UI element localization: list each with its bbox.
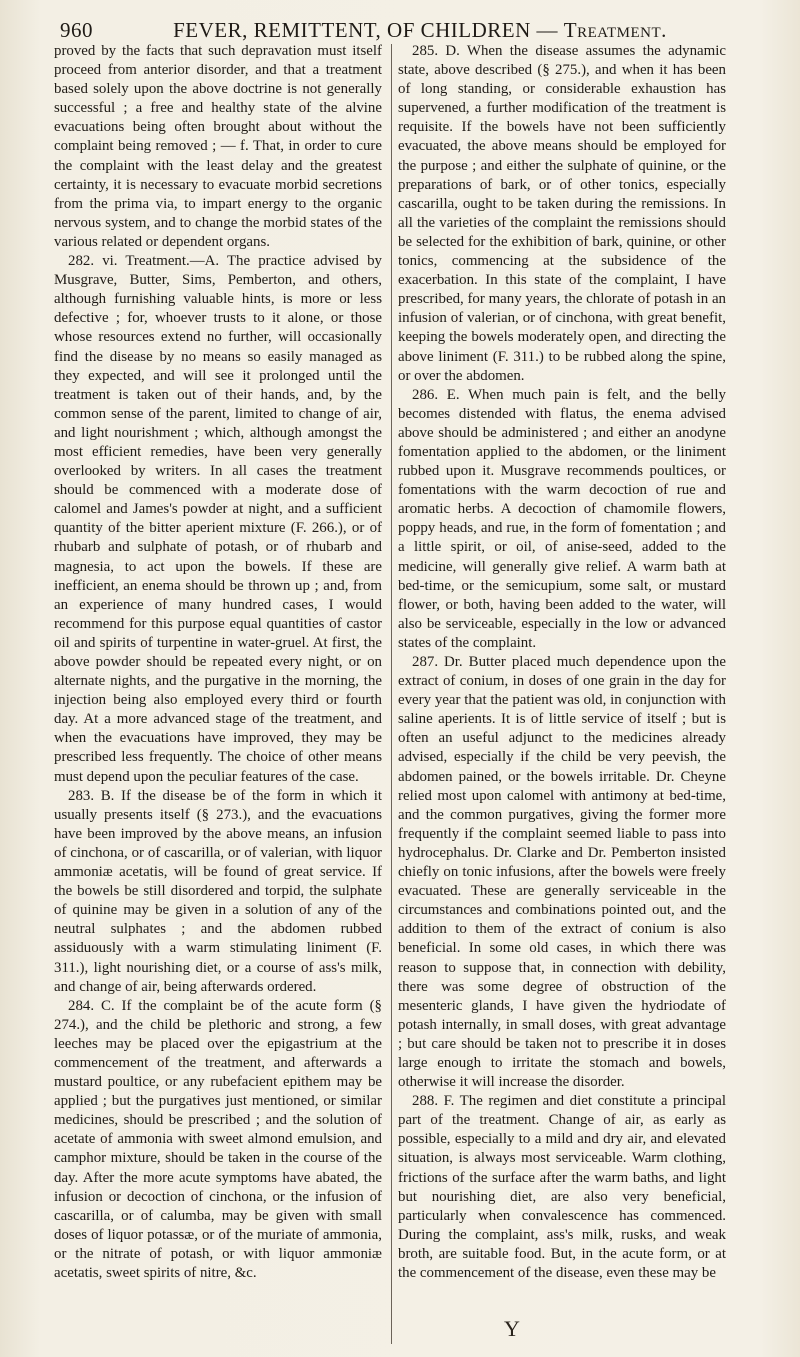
paragraph-283: 283. B. If the disease be of the form in which it usually presents itself (§ 273.), and the evacuations have been improved by the above means, an infusion of cinchona, or of cascarilla, or of valerian, with liquor ammoniæ acetatis, will be found of great service. If the bowels be still disordered and torpid, the sulphate of quinine may be given in a solution of any of the neutral sulphates ; and the abdomen rubbed assiduously with a warm stimulating liniment (F. 311.), light nourishing diet, or a course of ass's milk, and change of air, being afterwards ordered. xyxy=(54,787,382,995)
running-title-section: Treatment. xyxy=(563,18,667,42)
paragraph-288: 288. F. The regimen and diet constitute a principal part of the treatment. Change of air, as early as possible, especially to a mild and dry air, and elevated situation, is always most serviceable. Warm clothing, frictions of the surface after the warm baths, and light but nourishing diet, are also very beneficial, particularly when convalescence has commenced. During the complaint, ass's milk, rusks, and weak broth, are suitable food. But, in the acute form, or at the commencement of the disease, even these may be xyxy=(398,1093,726,1281)
paragraph-285: 285. D. When the disease assumes the adynamic state, above described (§ 275.), and when it has been of long standing, or considerable exhaustion has supervened, a further modification of the treatment is requisite. If the bowels have not been sufficiently evacuated, the above means should be employed for the purpose ; and either the sulphate of quinine, or the preparations of bark, or of other tonics, especially cascarilla, ought to be taken during the remissions. In all the varieties of the complaint the remissions should be selected for the exhibition of bark, quinine, or other tonics, commencing at the subsidence of the exacerbation. In this state of the complaint, I have prescribed, for many years, the chlorate of potash in an infusion of valerian, or of cinchona, with great benefit, keeping the bowels moderately open, and directing the above liniment (F. 311.) to be rubbed along the spine, or over the abdomen. xyxy=(398,43,726,384)
paragraph-286: 286. E. When much pain is felt, and the belly becomes distended with flatus, the enema advised above should be administered ; and either an anodyne fomentation applied to the abdomen, or the liniment rubbed upon it. Musgrave recommends poultices, or fomentations with the warm decoction of rue and aromatic herbs. A decoction of chamomile flowers, poppy heads, and rue, in the form of fomentation ; and a little spirit, or oil, of anise-seed, added to the medicine, will generally give relief. A warm bath at bed-time, or the semicupium, some salt, or mustard flower, or both, having been added to the water, will also be serviceable, especially in the low or advanced states of the complaint. xyxy=(398,386,726,651)
running-title-main: FEVER, REMITTENT, OF CHILDREN — xyxy=(173,18,564,42)
paragraph-284: 284. C. If the complaint be of the acute form (§ 274.), and the child be plethoric and strong, a few leeches may be placed over the epigastrium at the commencement of the treatment, and afterwards a mustard poultice, or any rubefacient epithem may be applied ; but the purgatives just mentioned, or similar medicines, should be prescribed ; and the solution of acetate of ammonia with sweet almond emulsion, and camphor mixture, should be taken in the course of the day. After the more acute symptoms have abated, the infusion or decoction of cinchona, or the infusion of cascarilla, or of calumba, may be given with small doses of liquor potassæ, or of the muriate of ammonia, or the nitrate of potash, or with liquor ammoniæ acetatis, sweet spirits of nitre, &c. xyxy=(54,997,382,1281)
page-number: 960 xyxy=(60,18,93,42)
right-column xyxy=(398,42,726,1283)
paragraph-continuation: proved by the facts that such depravation must itself proceed from anterior disorder, and that a treatment based solely upon the above doctrine is not generally successful ; a free and healthy state of the alvine evacuations being often brought about without the complaint being removed ; — f. That, in order to cure the complaint with the least delay and the greatest certainty, it is necessary to evacuate morbid secretions from the prima via, to impart energy to the organic nervous system, and to change the morbid states of the various related or dependent organs. xyxy=(54,43,382,250)
running-header xyxy=(60,18,780,44)
paragraph-287: 287. Dr. Butter placed much dependence upon the extract of conium, in doses of one grain in the day for every year that the patient was old, in conjunction with saline aperients. It is of little service of itself ; but is often an useful adjunct to the medicines already advised, especially if the child be very peevish, the abdomen pained, or the bowels irritable. Dr. Cheyne relied most upon calomel with antimony at bed-time, and the common purgatives, giving the former more frequently if the complaint seemed liable to pass into hydrocephalus. Dr. Clarke and Dr. Pemberton insisted chiefly on tonic infusions, after the bowels were freely evacuated. These are generally serviceable in the circumstances and combinations pointed out, and the addition to them of the extract of conium is also beneficial. In some old cases, in which there was reason to suppose that, in connection with debility, there was some degree of obstruction of the mesenteric glands, I have given the hydriodate of potash internally, in small doses, with great advantage ; but care should be taken not to prescribe it in doses large enough to irritate the stomach and bowels, otherwise it will increase the disorder. xyxy=(398,654,726,1091)
left-column xyxy=(54,42,382,1283)
signature-mark: Y xyxy=(504,1316,520,1341)
paragraph-282: 282. vi. Treatment.—A. The practice advised by Musgrave, Butter, Sims, Pemberton, and others, although furnishing valuable hints, is more or less defective ; for, whoever trusts to it alone, or those whose resources extend no further, will occasionally find the disease by no means so easily managed as they expected, and will see it prolonged until the treatment is taken out of their hands, and, by the common sense of the parent, limited to change of air, and light nourishment ; which, although amongst the most efficient remedies, have been very generally overlooked by writers. In all cases the treatment should be commenced with a moderate dose of calomel and James's powder at night, and a sufficient quantity of the bitter aperient mixture (F. 266.), or of rhubarb and sulphate of potash, or of rhubarb and magnesia, to act upon the bowels. If these are inefficient, an enema should be thrown up ; and, from an experience of many hundred cases, I would recommend for this purpose equal quantities of castor oil and spirits of turpentine in water-gruel. At first, the above powder should be repeated every night, or on alternate nights, and the purgative in the morning, the injection being also employed every third or fourth day. At a more advanced stage of the treatment, and when the evacuations have improved, they may be prescribed less frequently. The choice of other means must depend upon the peculiar features of the case. xyxy=(54,253,382,785)
column-divider xyxy=(391,44,392,1344)
running-title xyxy=(60,18,780,43)
